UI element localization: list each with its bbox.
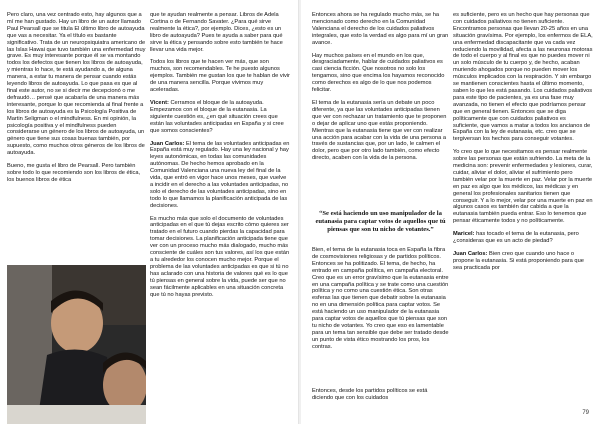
paragraph: Entonces, desde los partidos políticos se está diciendo que con los cuidados (312, 388, 428, 401)
right-column-1 (312, 12, 449, 162)
paragraph: Maricel: has tocado el tema de la eutanasia, pero ¿consideras que es un acto de piedad? (453, 231, 579, 245)
paragraph: Juan Carlos: El tema de las voluntades anticipadas en España está muy regulado. Hay una ley nacional y hay leyes autonómicas, en todas las comunidades autónomas. De hecho hemos aprobado en la Comunidad Valenciana una nueva ley del final de la vida, que entró en vigor hace unos meses, que vuelve a incidir en el derecho a las voluntades anticipadas, no solo el derecho de las voluntades anticipadas, sino en todo lo que llamamos la planificación anticipada de las decisiones. (150, 140, 290, 209)
right-page (301, 0, 600, 424)
paragraph: Vicent: Cerramos el bloque de la autoayuda. Empezamos con el bloque de la eutanasia. La siguiente cuestión es, ¿en qué situación crees que están las voluntades anticipadas en España y si cree que somos conscientes? (150, 99, 284, 134)
speaker-name: Juan Carlos: (150, 140, 185, 147)
left-column-2 (150, 12, 290, 298)
paragraph: Yo creo que lo que necesitamos es pensar realmente sobre las personas que están sufriendo. La meta de la medicina son: prevenir enfermedades y lesiones, curar, cuidar, aliviar el dolor, aliviar el sufrimiento pero también velar por la muerte en paz. Velar por la muerte en paz es algo que los médicos, las médicas y en general los profesionales sanitarios tienen que conseguir. Y a lo mejor, velar por una muerte en paz en algunos casos es también dar cabida a que la eutanasia también pueda entrar. Eso lo tenemos que pensar éticamente todos y no políticamente. (453, 149, 593, 225)
right-column-1b (312, 247, 449, 351)
paragraph: Es mucho más que solo el documento de voluntades anticipadas en el que tú dejas escrito cómo quieres ser tratado en el futuro cuando pierdas la capacidad para tomar decisiones. La planificación anticipada tiene que ver con un proceso mucho más dialogado, mucho más consciente de cuáles son tus valores, así los que están a tu alrededor los conocen mucho mejor. Porque el problema de las voluntades anticipadas es que si tú no has aclarado con una historia de valores qué es lo que tú piensas en general sobre la vida, puede ser que no sean fácilmente aplicables en una situación concreta que tú no hayas previsto. (150, 215, 290, 298)
paragraph: que te ayudan realmente a pensar. Libros de Adela Cortina o de Fernando Savater. ¿Para qué sirve realmente la ética?, por ejemplo. Dices, ¿esto es un libro de autoayuda? Pues te ayuda a saber para qué sirve la ética y pensando sobre esto también te hace llevar una vida mejor. (150, 12, 283, 53)
pull-quote: “Se está haciendo un uso manipulador de la eutanasia para captar votos de aquellos que tú piensas que son tu nicho de votantes.” (315, 210, 446, 233)
speaker-name: Vicent: (150, 99, 169, 106)
paragraph: es suficiente, pero es un hecho que hay personas que con cuidados paliativos no tienen suficiente. Encontramos personas que llevan 20-25 años en una situación gravísima. Por ejemplo, los enfermos de ELA, una enfermedad discapacitante que va cada vez reduciendo la movilidad, afecta a las neuronas motoras de todo el cuerpo y al final es que no puedes mover ni un solo músculo de tu cuerpo y, de hecho, acaban muriendo ahogados porque no pueden mover los músculos implicados con la respiración. Y sin embargo se mantienen conscientes hasta el último momento, saben lo que les está pasando. Los cuidados paliativos para este tipo de pacientes, ya es una fase muy avanzada, no tienen el efecto que podríamos pensar que en general tienen. Entonces que se diga políticamente que con cuidados paliativos es suficiente, que vamos a matar a todos los ancianos de España con la ley de eutanasia, etc. creo que se tergiversan los hechos para conseguir votantes. (453, 12, 593, 143)
paragraph: Hay muchos países en el mundo en los que, desgraciadamente, hablar de cuidados paliativos es casi ciencia ficción. Que nosotros no solo los tengamos, sino que encima los hayamos reconocido como derechos es algo de lo que nos podemos felicitar. (312, 52, 445, 94)
paragraph: Bien, el tema de la eutanasia toca en España la fibra de cosmovisiones religiosas y de partidos políticos. Entonces se ha politizado. El tema, de hecho, ha entrado en campaña política, en campaña electoral. Creo que es un error gravísimo que la eutanasia entre en una campaña política y se trate como una cuestión política y no como una cuestión ética. Son otras esferas las que tienen que debatir sobre la eutanasia no en una dimensión política para captar votos. Se está haciendo un uso manipulador de la eutanasia para captar votos de aquellos que tú piensas que son tu nicho de votantes. Yo creo que eso es lamentable para un tema tan sensible que debe ser tratado desde un punto de vista ético mostrando los pros, los contras. (312, 247, 449, 350)
speaker-name: Maricel: (453, 231, 475, 238)
paragraph: Bueno, me gusta el libro de Pearsall. Pero también sobre todo lo que recomiendo son los libros de ética, los buenos libros de ética (7, 163, 141, 183)
right-column-2 (453, 12, 593, 272)
paragraph: Todos los libros que te hacen ver más, que son muchos, son recomendables. Te he puesto algunos ejemplos. También me gustan los que te hablan de vivir de una manera sencilla. Porque vivimos muy aceleradas. (150, 59, 290, 94)
paragraph: Pero claro, una vez centrado esto, hay algunos que a mí me han gustado. Hay un libro de un autor llamado Paul Pearsall que se titula El último libro de autoayuda que vas a necesitar. Ya el título es bastante significativo. Trata de un neuropsiquiatra americano de las Islas Hawai que tuvo también una enfermedad muy grave. Es muy interesante porque él se va montando todos los defectos que tienen los libros de autoayuda, y mientras lo hace, te está ayudando a, de alguna manera, a estar tu manera de pensar cuando estás leyendo libros de autoayuda. Lo que pasa es que al final este autor, no se si decir me decepcionó o me defraudó… pensé que acabaría de una manera más interesante, porque lo que recomienda al final frente a los libros de autoayuda es la Psicología Positiva de Martin Seligman o el mindfulness. En mi opinión, la psicología positiva y el mindfulness pueden considerarse un género de los libros de autoayuda, un género que tiene sus cosas buenas también, por supuesto, como muchos otros géneros de los libros de autoayuda. (7, 12, 146, 157)
left-page (0, 0, 299, 424)
paragraph: El tema de la eutanasia sería un debate un poco diferente, ya que las voluntades anticipadas tienen que ver con rechazar un tratamiento que te proponen o dejar de aplicar uno que estás proponiendo. Mientras que la eutanasia tiene que ver con realizar una acción para acabar con la vida de una persona a través de sustancias que, por un lado, le calmen el dolor, pero que por otro lado también, como efecto directo, acaben con la vida de la persona. (312, 99, 447, 162)
photo-illustration (7, 265, 146, 424)
speaker-name: Juan Carlos: (453, 251, 488, 257)
left-column-1 (7, 12, 146, 184)
paragraph: Entonces ahora se ha regulado mucho más, se ha mencionado como derecho en la Comunidad Valenciana el derecho de los cuidados paliativos integrales, que esto la verdad es algo para mí un gran avance. (312, 12, 449, 46)
right-column-1c (312, 388, 449, 402)
page-number: 79 (582, 410, 589, 416)
interview-photo (7, 265, 146, 424)
paragraph: Juan Carlos: Bien creo que cuando uno hace o propone la eutanasia. Si está proponiendo para que sea practicada por (453, 251, 584, 271)
